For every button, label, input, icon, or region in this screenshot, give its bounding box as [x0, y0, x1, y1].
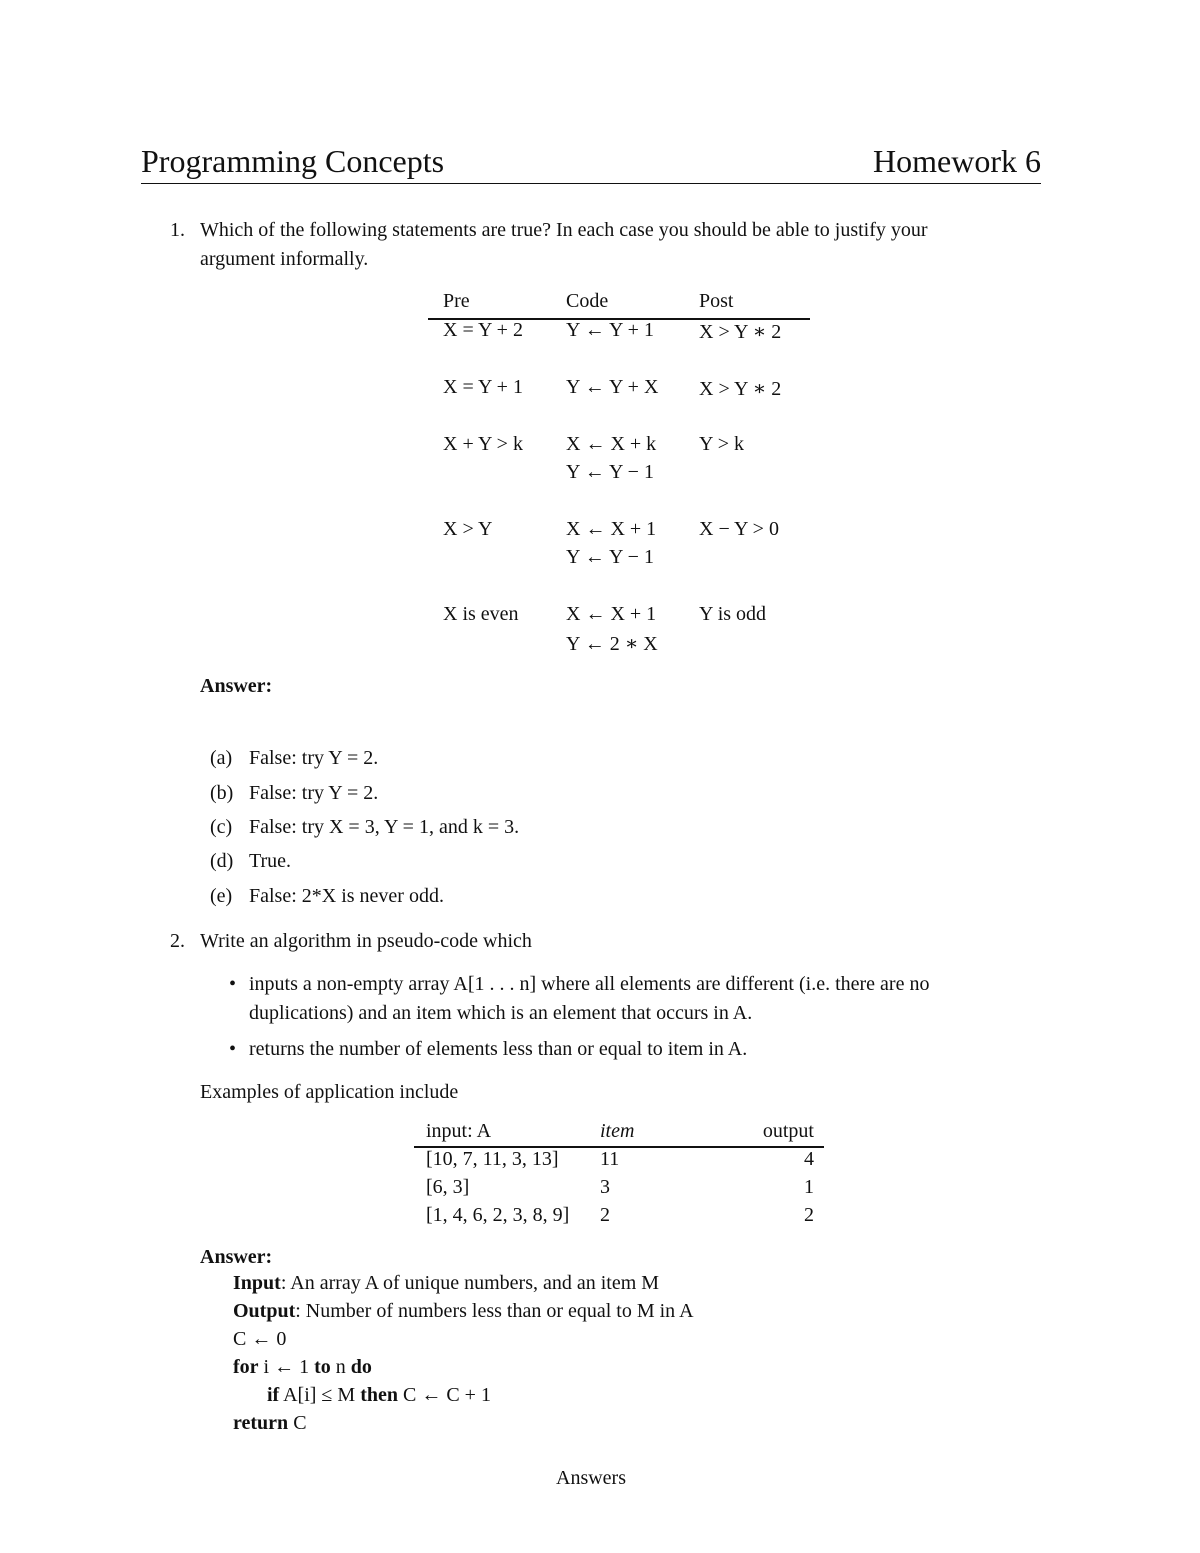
examples-header-output: output [762, 1120, 814, 1142]
algo-for-mid: i ← 1 [258, 1356, 315, 1378]
q1-answer-c-label: (c) [210, 816, 233, 838]
bullet-2-dot: • [229, 1038, 237, 1060]
q1-row3-code2: Y ← Y − 1 [566, 461, 654, 483]
q1-header-post: Post [699, 290, 734, 312]
examples-row1-output: 4 [804, 1148, 814, 1170]
q1-row1-code1: Y ← Y + 1 [566, 319, 654, 341]
examples-header-item: item [600, 1120, 635, 1142]
examples-row1-input: [10, 7, 11, 3, 13] [426, 1148, 559, 1170]
q1-text-line2: argument informally. [200, 248, 369, 270]
q1-row2-code1: Y ← Y + X [566, 376, 659, 398]
examples-row3-input: [1, 4, 6, 2, 3, 8, 9] [426, 1204, 570, 1226]
q1-answer-e-text: False: 2*X is never odd. [249, 885, 444, 907]
algo-input-line [233, 1272, 659, 1295]
q1-answer-d-text: True. [249, 850, 292, 872]
algo-init-line: C ← 0 [233, 1328, 287, 1350]
q1-row5-code1: X ← X + 1 [566, 603, 657, 625]
bullet-2-line1: returns the number of elements less than or equal to item in A. [249, 1038, 748, 1060]
q1-answer-b-label: (b) [210, 782, 234, 804]
examples-row2-item: 3 [600, 1176, 610, 1198]
q1-row5-pre: X is even [443, 603, 519, 625]
q1-row3-post: Y > k [699, 433, 744, 455]
examples-intro: Examples of application include [200, 1081, 459, 1103]
algo-output-line [233, 1300, 694, 1323]
algo-output-label: Output [233, 1300, 296, 1322]
algo-input-label: Input [233, 1272, 281, 1294]
assignment-title: Homework 6 [873, 143, 1041, 179]
q1-row3-code1: X ← X + k [566, 433, 657, 455]
q1-row3-pre: X + Y > k [443, 433, 523, 455]
examples-row3-item: 2 [600, 1204, 610, 1226]
q1-header-code: Code [566, 290, 609, 312]
algo-output-text: : Number of numbers less than or equal to M in A [295, 1300, 694, 1322]
algo-if-line [267, 1384, 491, 1407]
q1-row2-post: X > Y ∗ 2 [699, 378, 782, 400]
examples-row1-item: 11 [600, 1148, 620, 1170]
q1-row4-code1: X ← X + 1 [566, 518, 657, 540]
q1-answer-a-text: False: try Y = 2. [249, 747, 379, 769]
examples-row2-output: 1 [804, 1176, 814, 1198]
q1-row1-pre: X = Y + 2 [443, 319, 523, 341]
examples-row2-input: [6, 3] [426, 1176, 470, 1198]
q1-row5-code2: Y ← 2 ∗ X [566, 633, 658, 655]
algo-do-keyword: do [350, 1356, 372, 1378]
algo-for-line [233, 1356, 372, 1379]
q1-row1-post: X > Y ∗ 2 [699, 321, 782, 343]
examples-row3-output: 2 [804, 1204, 814, 1226]
q1-answer-c-text: False: try X = 3, Y = 1, and k = 3. [249, 816, 520, 838]
header-rule [141, 183, 1041, 184]
q1-answer-d-label: (d) [210, 850, 234, 872]
course-title: Programming Concepts [141, 143, 445, 179]
algo-return-line [233, 1412, 307, 1435]
algo-for-keyword: for [233, 1356, 259, 1378]
algo-to-keyword: to [314, 1356, 331, 1378]
q2-answer-label: Answer: [200, 1246, 273, 1268]
q1-row4-code2: Y ← Y − 1 [566, 546, 654, 568]
q1-answer-b-text: False: try Y = 2. [249, 782, 379, 804]
algo-then-stmt: C ← C + 1 [398, 1384, 491, 1406]
q1-row4-post: X − Y > 0 [699, 518, 779, 540]
q2-text: Write an algorithm in pseudo-code which [200, 930, 532, 952]
q1-answer-a-label: (a) [210, 747, 233, 769]
q2-number: 2. [170, 930, 185, 952]
bullet-1-line2: duplications) and an item which is an element that occurs in A. [249, 1002, 753, 1024]
q1-header-pre: Pre [443, 290, 470, 312]
examples-header-input: input: A [426, 1120, 492, 1142]
algo-input-text: : An array A of unique numbers, and an item M [280, 1272, 660, 1294]
algo-return-keyword: return [233, 1412, 289, 1434]
q1-answer-label: Answer: [200, 675, 273, 697]
q1-row4-pre: X > Y [443, 518, 493, 540]
footer-text: Answers [556, 1467, 626, 1489]
q1-answer-e-label: (e) [210, 885, 233, 907]
algo-return-val: C [288, 1412, 307, 1434]
q1-row2-pre: X = Y + 1 [443, 376, 523, 398]
q1-number: 1. [170, 219, 185, 241]
algo-then-keyword: then [360, 1384, 398, 1406]
bullet-1-dot: • [229, 973, 237, 995]
q1-text-line1: Which of the following statements are true? In each case you should be able to justify your [200, 219, 928, 241]
algo-if-cond: A[i] ≤ M [279, 1384, 361, 1406]
algo-if-keyword: if [267, 1384, 280, 1406]
bullet-1-line1: inputs a non-empty array A[1 . . . n] where all elements are different (i.e. there are no [249, 973, 930, 995]
q1-row5-post: Y is odd [699, 603, 767, 625]
algo-for-n: n [330, 1356, 351, 1378]
